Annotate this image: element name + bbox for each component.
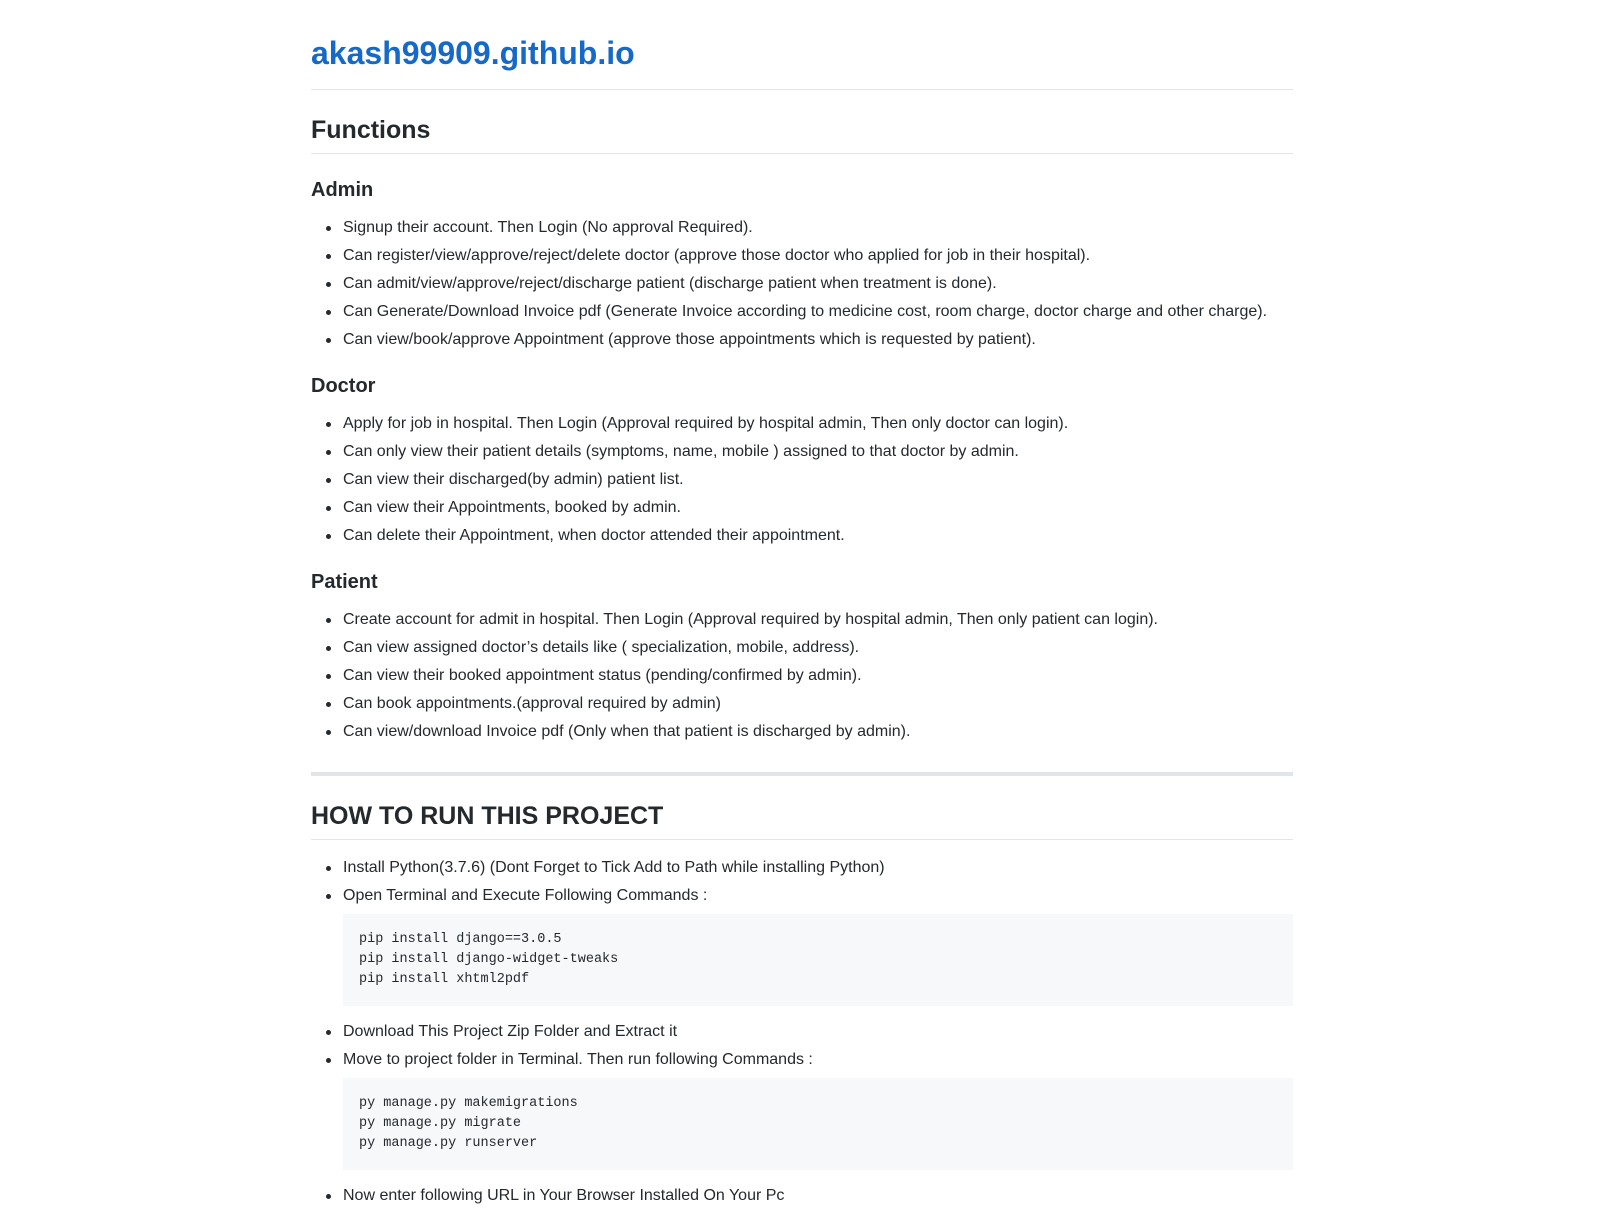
functions-heading: Functions xyxy=(311,110,1293,154)
admin-heading: Admin xyxy=(311,179,374,201)
list-item xyxy=(343,886,1293,1006)
list-item: Can book appointments.(approval required by admin) xyxy=(343,694,1293,714)
list-item: Signup their account. Then Login (No approval Required). xyxy=(343,218,1293,238)
list-item: Can view their discharged(by admin) patient list. xyxy=(343,470,1293,490)
doctor-heading: Doctor xyxy=(311,375,376,397)
code-line: py manage.py migrate xyxy=(359,1116,522,1131)
code-line: pip install xhtml2pdf xyxy=(359,972,530,987)
list-item: Can view their Appointments, booked by admin. xyxy=(343,498,1293,518)
run-heading: HOW TO RUN THIS PROJECT xyxy=(311,796,1293,840)
list-item: Now enter following URL in Your Browser Installed On Your Pc xyxy=(343,1186,1293,1206)
list-item: Can view/book/approve Appointment (approve those appointments which is requested by patient). xyxy=(343,330,1293,350)
list-item: Can register/view/approve/reject/delete doctor (approve those doctor who applied for job in their hospital). xyxy=(343,246,1293,266)
doctor-list xyxy=(311,414,1293,546)
step-text: Open Terminal and Execute Following Commands : xyxy=(343,887,708,904)
code-line: py manage.py runserver xyxy=(359,1136,538,1151)
list-item: Can only view their patient details (symptoms, name, mobile ) assigned to that doctor by admin. xyxy=(343,442,1293,462)
list-item: Can view their booked appointment status (pending/confirmed by admin). xyxy=(343,666,1293,686)
run-steps-list xyxy=(311,858,1293,1206)
list-item: Can delete their Appointment, when doctor attended their appointment. xyxy=(343,526,1293,546)
patient-list xyxy=(311,610,1293,742)
list-item: Can Generate/Download Invoice pdf (Generate Invoice according to medicine cost, room charge, doctor charge and other charge). xyxy=(343,302,1293,322)
code-block-install[interactable] xyxy=(343,914,1293,1006)
list-item: Can view assigned doctor’s details like ( specialization, mobile, address). xyxy=(343,638,1293,658)
list-item xyxy=(343,1050,1293,1170)
list-item: Can admit/view/approve/reject/discharge patient (discharge patient when treatment is done). xyxy=(343,274,1293,294)
list-item: Download This Project Zip Folder and Extract it xyxy=(343,1022,1293,1042)
list-item: Install Python(3.7.6) (Dont Forget to Tick Add to Path while installing Python) xyxy=(343,858,1293,878)
page-content xyxy=(311,0,1293,1214)
patient-heading: Patient xyxy=(311,571,378,593)
code-line: pip install django-widget-tweaks xyxy=(359,952,619,967)
code-block-manage[interactable] xyxy=(343,1078,1293,1170)
code-line: pip install django==3.0.5 xyxy=(359,932,562,947)
site-title-link[interactable]: akash99909.github.io xyxy=(311,29,1293,90)
step-text: Move to project folder in Terminal. Then run following Commands : xyxy=(343,1051,813,1068)
admin-list xyxy=(311,218,1293,350)
list-item: Apply for job in hospital. Then Login (Approval required by hospital admin, Then only doctor can login). xyxy=(343,414,1293,434)
list-item: Create account for admit in hospital. Then Login (Approval required by hospital admin, Then only patient can login). xyxy=(343,610,1293,630)
code-line: py manage.py makemigrations xyxy=(359,1096,578,1111)
section-divider xyxy=(311,772,1293,776)
list-item: Can view/download Invoice pdf (Only when that patient is discharged by admin). xyxy=(343,722,1293,742)
